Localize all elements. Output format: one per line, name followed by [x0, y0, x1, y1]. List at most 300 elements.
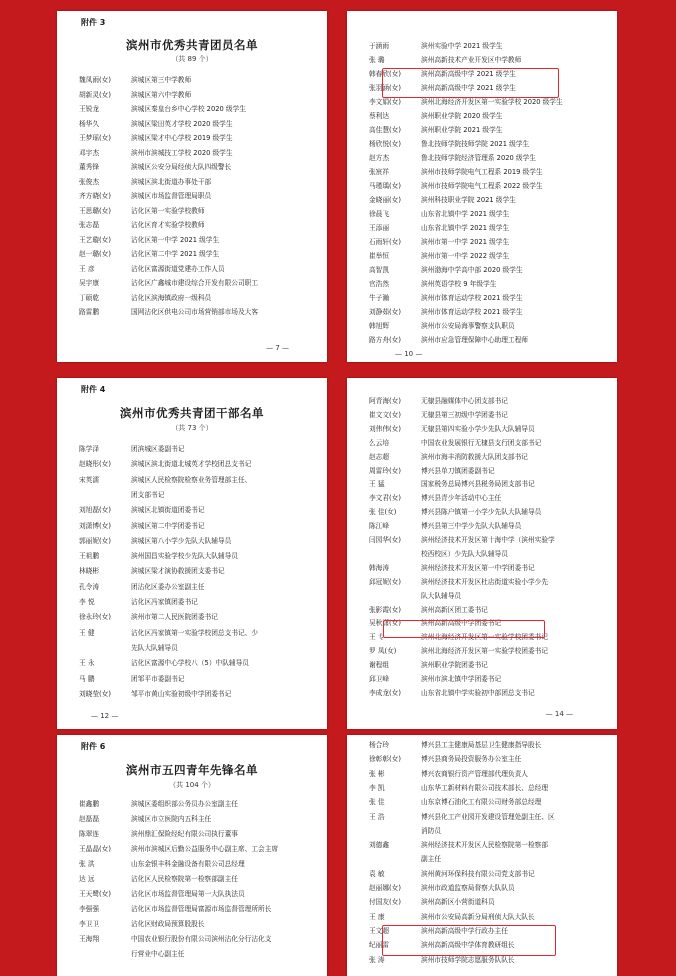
person-affiliation: 滨州经济技术开发区第一中学团委书记 [421, 563, 535, 572]
person-name: 高佳慧(女) [369, 126, 401, 134]
page-number: — 14 — [545, 710, 573, 718]
list-item [79, 597, 317, 608]
person-name: 陈翠连 [79, 830, 100, 838]
person-name: 闫园华(女) [369, 536, 401, 544]
list-item [369, 111, 607, 122]
list-item [369, 826, 607, 837]
person-affiliation: 沾化区冯家镇团委书记 [131, 598, 198, 606]
person-name: 张宸祥 [369, 168, 390, 176]
person-affiliation: 滨城区公安分局经侦大队四级警长 [131, 163, 232, 171]
person-name: 高智凯 [369, 266, 390, 274]
person-affiliation: 博兴县化工产业园开发建设管理处副主任、区 [421, 812, 555, 821]
person-affiliation: 山东省北镇中学 2021 级学生 [421, 224, 510, 232]
list-item [79, 307, 317, 318]
list-item [369, 769, 607, 780]
person-name: 王 永 [79, 659, 95, 668]
person-affiliation: 沾化区第一实验学校教师 [131, 206, 205, 215]
list-item [369, 181, 607, 192]
person-affiliation: 沾化区滨海镇政府一级科员 [131, 293, 212, 302]
list-item [369, 139, 607, 150]
person-affiliation: 邹平市黄山实验初级中学团委书记 [131, 689, 232, 698]
list-item [369, 167, 607, 178]
page-number: — 10 — [395, 350, 423, 358]
person-affiliation: 滨城区滨北街道办事处干部 [131, 177, 212, 186]
person-affiliation: 滨州北海经济开发区第一实验学校团委书记 [421, 647, 549, 656]
person-name: 张俊杰 [79, 177, 100, 186]
list-item [369, 840, 607, 851]
list-item [79, 628, 317, 639]
list-item [369, 740, 607, 751]
list-item [369, 854, 607, 865]
person-name: 刘潇博(女) [79, 521, 111, 530]
person-name: 韩旭辉 [369, 322, 390, 330]
person-name: 王 康 [369, 912, 385, 921]
person-affiliation: 滨城区北镇街道团委书记 [131, 506, 205, 515]
person-name: 王梦瑶(女) [79, 134, 111, 142]
list-item [369, 577, 607, 588]
list-item [369, 521, 607, 532]
person-affiliation: 滨州职业学院 2021 级学生 [421, 126, 503, 134]
list-item [369, 955, 607, 966]
person-affiliation: 滨城区第六中学教师 [131, 90, 192, 99]
document-page-14 [347, 378, 617, 729]
person-name: 杨合玲 [369, 741, 390, 749]
person-affiliation: 校西校区）少先队大队辅导员 [421, 549, 508, 558]
list-item [79, 191, 317, 202]
list-item [369, 754, 607, 765]
list-item [369, 688, 607, 699]
person-affiliation: 无棣县融媒体中心团支部书记 [421, 397, 508, 405]
list-item [369, 883, 607, 894]
person-affiliation: 山东华工新材料有限公司技术部长、总经理 [421, 783, 549, 792]
person-name: 么云培 [369, 438, 390, 447]
person-name: 王添丽 [369, 224, 390, 232]
highlight-box [383, 620, 545, 638]
person-name: 李成龙(女) [369, 688, 401, 697]
person-name: 官浩然 [369, 280, 390, 288]
person-affiliation: 滨州市体育运动学校 2021 级学生 [421, 294, 523, 302]
list-item [79, 278, 317, 289]
list-item [369, 479, 607, 490]
person-affiliation: 滨城区秦皇台乡中心学校 2020 级学生 [131, 105, 246, 113]
person-affiliation: 博兴县第三中学少先队大队辅导员 [421, 522, 522, 531]
list-item [79, 459, 317, 470]
person-name: 王祖鹏 [79, 552, 100, 561]
person-affiliation: 滨州市技师学院电气工程系 2022 级学生 [421, 182, 543, 190]
person-affiliation: 滨城区梁田英才学校 2020 级学生 [131, 119, 233, 128]
person-name: 张影霞(女) [369, 605, 401, 614]
person-name: 邱冠妮(女) [369, 577, 401, 586]
person-name: 张 洪 [79, 860, 95, 868]
person-name: 刘静茹(女) [369, 308, 401, 316]
attachment-label: 附件 6 [81, 742, 106, 751]
person-name: 丁硕乾 [79, 293, 100, 302]
list-item [369, 646, 607, 657]
person-name: 王海翔 [79, 935, 100, 943]
person-name: 董秀锋 [79, 163, 100, 171]
person-name: 赵晓彤(女) [79, 460, 111, 469]
list-item [79, 814, 317, 825]
person-affiliation: 滨州市滨北镇中学团委书记 [421, 675, 502, 683]
person-name: 赵一璐(女) [79, 250, 111, 258]
list-item [79, 90, 317, 101]
person-name: 赵磊磊 [79, 815, 100, 823]
person-name: 张羽涵(女) [369, 84, 401, 92]
document-page-10 [347, 11, 617, 362]
list-item [79, 949, 317, 960]
list-item [369, 265, 607, 276]
person-affiliation: 山东省北镇中学 2021 级学生 [421, 210, 510, 218]
person-affiliation: 山东金银丰科金融设备有限公司总经理 [131, 860, 245, 868]
person-name: 路方舟(女) [369, 336, 401, 344]
person-name: 周雷玲(女) [369, 466, 401, 475]
list-item [369, 223, 607, 234]
list-item [369, 783, 607, 794]
person-name: 徐永玲(女) [79, 613, 111, 622]
list-item [79, 689, 317, 700]
person-name: 王天鹭(女) [79, 890, 111, 898]
person-affiliation: 团邹平市委副书记 [131, 674, 185, 683]
person-name: 王艺璇(女) [79, 235, 111, 244]
name-count: （共 73 个） [171, 424, 213, 432]
list-item [369, 55, 607, 66]
person-affiliation: 滨州市体育运动学校 2021 级学生 [421, 308, 523, 316]
list-item [369, 209, 607, 220]
person-affiliation: 中国农业银行股份有限公司滨州沾化分行沾化支 [131, 935, 272, 943]
person-name: 魏凤雨(女) [79, 76, 111, 84]
person-affiliation: 沾化区财政局预算股股长 [131, 920, 205, 928]
list-item [79, 904, 317, 915]
person-name: 张 璐 [369, 56, 385, 64]
person-name: 杨欣悦(女) [369, 140, 401, 148]
person-name: 谢程组 [369, 661, 390, 670]
list-item [79, 119, 317, 130]
person-affiliation: 博兴农商银行资产管理部代理负责人 [421, 769, 528, 778]
list-item [369, 869, 607, 880]
list-item [79, 582, 317, 593]
person-name: 郭丽妮(女) [79, 536, 111, 545]
list-item [369, 605, 607, 616]
person-name: 崔文文(女) [369, 410, 401, 419]
person-affiliation: 滨州市技师学院电气工程系 2019 级学生 [421, 168, 543, 176]
person-name: 吴宇康 [79, 279, 100, 287]
person-affiliation: 滨州经济技术开发区杜店街道实验小学少先 [421, 577, 549, 586]
attachment-label: 附件 3 [81, 18, 106, 27]
person-name: 路雷鹏 [79, 308, 100, 316]
person-affiliation: 滨州职业学院团委书记 [421, 661, 488, 670]
person-name: 王 彦 [79, 264, 95, 273]
person-name: 林晓彬 [79, 567, 100, 576]
person-name: 齐方晓(女) [79, 192, 111, 200]
person-affiliation: 滨州高新高级中学 2021 级学生 [421, 84, 516, 92]
person-affiliation: 滨城区委组织部公务员办公室副主任 [131, 800, 238, 808]
person-name: 张 彬 [369, 769, 385, 778]
list-item [79, 148, 317, 159]
person-affiliation: 滨州北海经济开发区第一实验学校团委书记 [421, 633, 549, 642]
person-affiliation: 滨城区滨北街道北城英才学校团总支书记 [131, 460, 252, 469]
list-item [79, 612, 317, 623]
person-affiliation: 滨州市海丰消防救援大队团支部书记 [421, 452, 528, 461]
person-affiliation: 滨州高新高级中学体育教研组长 [421, 941, 515, 950]
page-title: 滨州市五四青年先锋名单 [126, 763, 258, 777]
list-item [79, 104, 317, 115]
person-name: 马 鹏 [79, 674, 95, 683]
person-name: 张 佳 [369, 798, 385, 807]
person-affiliation: 团支部书记 [131, 490, 165, 499]
list-item [79, 177, 317, 188]
list-item [369, 321, 607, 332]
highlight-box [382, 68, 559, 98]
list-item [79, 264, 317, 275]
person-name: 孔令涛 [79, 582, 100, 591]
list-item [369, 307, 607, 318]
person-affiliation: 滨城区人民检察院检察业务管理部主任、 [131, 475, 252, 484]
list-item [79, 799, 317, 810]
person-name: 李 凯 [369, 783, 385, 792]
person-name: 罗 凤(女) [369, 647, 397, 656]
name-count: （共 89 个） [171, 55, 213, 63]
person-affiliation: 鲁北技师学院经济管理系 2020 级学生 [421, 154, 536, 162]
person-affiliation: 滨州职业学院 2020 级学生 [421, 112, 503, 120]
list-item [79, 521, 317, 532]
person-affiliation: 山东省北镇中学实验初中部团总支书记 [421, 688, 535, 697]
person-name: 王文超 [369, 926, 390, 935]
person-affiliation: 沾化区第一中学 2021 级学生 [131, 235, 220, 244]
person-name: 崔举恒 [369, 252, 390, 260]
list-item [79, 844, 317, 855]
person-name: 邓宇杰 [79, 148, 100, 157]
list-item [369, 41, 607, 52]
person-name: 蔡利达 [369, 112, 390, 120]
person-name: 徐彰彰(女) [369, 755, 401, 764]
list-item [79, 874, 317, 885]
person-name: 徐晨飞 [369, 210, 390, 218]
person-affiliation: 滨州经济技术开发区人民检察院第一检察部 [421, 841, 549, 850]
person-affiliation: 滨城区第八小学少先队大队辅导员 [131, 536, 232, 545]
person-name: 王思璐(女) [79, 206, 111, 215]
person-affiliation: 滨州市政道监察局督察大队队员 [421, 884, 515, 892]
person-affiliation: 博兴县单刀镇团委副书记 [421, 466, 495, 475]
person-affiliation: 无棣县第四实验小学少先队大队辅导员 [421, 424, 535, 433]
person-affiliation: 国家税务总局博兴县税务局团支部书记 [421, 480, 535, 489]
person-affiliation: 滨州高新高级中学行政办主任 [421, 926, 508, 935]
person-name: 邱卫峰 [369, 675, 390, 683]
person-name: 杨华久 [79, 119, 100, 128]
person-affiliation: 山东京博石油化工有限公司财务部总经理 [421, 798, 542, 807]
person-name: 刘晓莹(女) [79, 689, 111, 698]
list-item [369, 549, 607, 560]
list-item [79, 75, 317, 86]
person-affiliation: 滨州市滨城技工学校 2020 级学生 [131, 148, 233, 157]
list-item [79, 206, 317, 217]
person-name: 牛子瀚 [369, 294, 390, 302]
person-affiliation: 滨州英语学校 9 年级学生 [421, 280, 497, 288]
person-name: 金晓丽(女) [369, 196, 401, 204]
person-affiliation: 消防员 [421, 826, 442, 835]
list-item [369, 251, 607, 262]
list-item [369, 293, 607, 304]
list-item [79, 162, 317, 173]
person-name: 李强强 [79, 905, 100, 913]
person-affiliation: 博兴县陈户镇第一小学少先队大队辅导员 [421, 508, 542, 517]
person-name: 赵丽娜(女) [369, 884, 401, 892]
person-name: 李卫卫 [79, 920, 100, 928]
person-name: 王 浩 [369, 812, 385, 821]
person-affiliation: 沾化区富源街道党建办工作人员 [131, 264, 225, 273]
person-affiliation: 国网沾化区供电公司市场营销部市场及大客 [131, 308, 259, 316]
list-item [79, 505, 317, 516]
name-count: （共 104 个） [169, 781, 215, 789]
list-item [369, 195, 607, 206]
person-name: 陈江峰 [369, 522, 390, 531]
person-name: 张 涛 [369, 955, 385, 964]
person-affiliation: 滨城区梁才中心学校 2019 级学生 [131, 134, 233, 142]
person-affiliation: 沾化区人民检察院第一检察部副主任 [131, 875, 238, 883]
person-name: 马瑾瑀(女) [369, 182, 401, 190]
person-affiliation: 滨城区梁才演协救援团支委书记 [131, 567, 225, 576]
person-name: 刘德鑫 [369, 841, 390, 850]
person-affiliation: 滨州实验中学 2021 级学生 [421, 42, 503, 50]
person-name: 石雨轩(女) [369, 238, 401, 246]
list-item [369, 466, 607, 477]
list-item [79, 249, 317, 260]
list-item [79, 235, 317, 246]
document-page-7 [57, 11, 327, 362]
person-affiliation: 滨城区第二中学团委书记 [131, 521, 205, 530]
person-name: 赵志超 [369, 452, 390, 461]
list-item [369, 660, 607, 671]
person-name: 王 猛 [369, 480, 385, 489]
person-affiliation: 沾化区市场监督管理局富源市场监督管理所所长 [131, 905, 272, 913]
list-item [79, 475, 317, 486]
list-item [369, 237, 607, 248]
highlight-box [382, 925, 556, 956]
list-item [369, 438, 607, 449]
person-name: 崔鑫鹏 [79, 800, 100, 808]
list-item [369, 97, 607, 108]
list-item [79, 551, 317, 562]
person-affiliation: 滨州国昌实验学校少先队大队辅导员 [131, 552, 238, 561]
list-item [369, 591, 607, 602]
list-item [79, 674, 317, 685]
list-item [369, 674, 607, 685]
person-affiliation: 无棣县第三初级中学团委书记 [421, 410, 508, 419]
person-name: 达 远 [79, 875, 95, 883]
person-name: 袁 敏 [369, 869, 385, 878]
person-affiliation: 滨州市第一中学 2022 级学生 [421, 252, 510, 260]
person-affiliation: 沾化区富源中心学校八（5）中队辅导员 [131, 659, 249, 668]
person-name: 王 专 [369, 633, 385, 642]
person-affiliation: 博兴县商务局投资服务办公室主任 [421, 755, 522, 764]
person-affiliation: 先队大队辅导员 [131, 643, 178, 652]
person-affiliation: 滨州市滨城区后勤公益服务中心副主席、工会主席 [131, 845, 279, 853]
person-affiliation: 沾化区育才实验学校教师 [131, 221, 205, 229]
page-title: 滨州市优秀共青团干部名单 [120, 406, 264, 420]
person-affiliation: 鲁北技师学院技师学院 2021 级学生 [421, 140, 530, 148]
person-affiliation: 团沾化区委办公室副主任 [131, 582, 205, 591]
person-name: 韩海涛 [369, 563, 390, 572]
list-item [369, 507, 607, 518]
person-affiliation: 滨州市技师学院志愿服务队队长 [421, 955, 515, 964]
person-name: 陈学泽 [79, 445, 100, 453]
list-item [369, 410, 607, 421]
person-affiliation: 沾化区第二中学 2021 级学生 [131, 250, 220, 258]
person-affiliation: 博兴县工主健康局基层卫生健康指导股长 [421, 741, 542, 749]
person-affiliation: 滨州高新技术产业开发区中学教师 [421, 56, 522, 64]
list-item [369, 912, 607, 923]
list-item [79, 566, 317, 577]
person-name: 张志磊 [79, 221, 100, 229]
person-affiliation: 队大队辅导员 [421, 591, 462, 600]
list-item [79, 490, 317, 501]
person-affiliation: 滨城区第三中学教师 [131, 76, 192, 84]
person-name: 宋英濡 [79, 475, 100, 484]
list-item [369, 897, 607, 908]
page-number: — 12 — [91, 712, 119, 720]
person-affiliation: 沾化区广鑫城市建设综合开发有限公司职工 [131, 279, 259, 287]
person-name: 胡新灵(女) [79, 90, 111, 99]
page-number: — 7 — [266, 344, 289, 352]
person-affiliation: 副主任 [421, 855, 442, 864]
person-affiliation: 滨州高新区小营街道科员 [421, 898, 495, 907]
person-name: 王 健 [79, 628, 95, 637]
person-affiliation: 中国农业发展银行无棣县支行团支部书记 [421, 438, 542, 447]
person-affiliation: 滨州市第二人民医院团委书记 [131, 613, 218, 622]
person-affiliation: 滨州北海经济开发区第一实验学校 2020 级学生 [421, 98, 563, 106]
list-item [369, 535, 607, 546]
person-affiliation: 滨州市公安局海事警察支队职员 [421, 322, 515, 330]
person-affiliation: 滨州高新高级中学 2021 级学生 [421, 70, 516, 78]
person-affiliation: 滨州渤海中学高中部 2020 级学生 [421, 266, 523, 274]
person-affiliation: 滨州市公安局高新分局刑侦大队大队长 [421, 912, 535, 921]
person-affiliation: 滨州市第一中学 2021 级学生 [421, 238, 510, 246]
person-affiliation: 沾化区市场监督管理局第一大队执法员 [131, 890, 245, 898]
person-affiliation: 滨州鼎汇保险经纪有限公司执行董事 [131, 830, 238, 838]
list-item [369, 452, 607, 463]
list-item [369, 125, 607, 136]
list-item [79, 829, 317, 840]
person-affiliation: 滨州科技职业学院 2021 级学生 [421, 196, 516, 204]
person-affiliation: 滨州黄河环保科技有限公司党支部书记 [421, 869, 535, 878]
person-name: 张 佳(女) [369, 508, 397, 517]
person-affiliation: 滨州高新高级中学团委书记 [421, 619, 502, 628]
person-name: 赵方杰 [369, 154, 390, 162]
person-name: 刘伟伟(女) [369, 424, 401, 433]
person-affiliation: 滨州市应急管理保障中心助理工程师 [421, 336, 528, 344]
person-affiliation: 博兴县青少年活动中心主任 [421, 494, 502, 503]
person-name: 王晶晶(女) [79, 845, 111, 853]
list-item [369, 493, 607, 504]
list-item [79, 919, 317, 930]
document-page-continued [347, 735, 617, 976]
person-name: 李 悦 [79, 598, 95, 606]
list-item [79, 536, 317, 547]
person-affiliation: 行营业中心副主任 [131, 950, 185, 958]
person-name: 阿青海(女) [369, 397, 401, 405]
person-name: 李文娟(女) [369, 98, 401, 106]
list-item [79, 444, 317, 455]
person-name: 纪丽雷 [369, 941, 390, 950]
person-name: 于涵雨 [369, 42, 390, 50]
list-item [79, 934, 317, 945]
list-item [369, 812, 607, 823]
list-item [79, 133, 317, 144]
list-item [369, 797, 607, 808]
person-affiliation: 滨城区市立医院内五科主任 [131, 815, 212, 823]
list-item [369, 424, 607, 435]
person-affiliation: 滨州高新区团工委书记 [421, 605, 488, 614]
list-item [369, 153, 607, 164]
